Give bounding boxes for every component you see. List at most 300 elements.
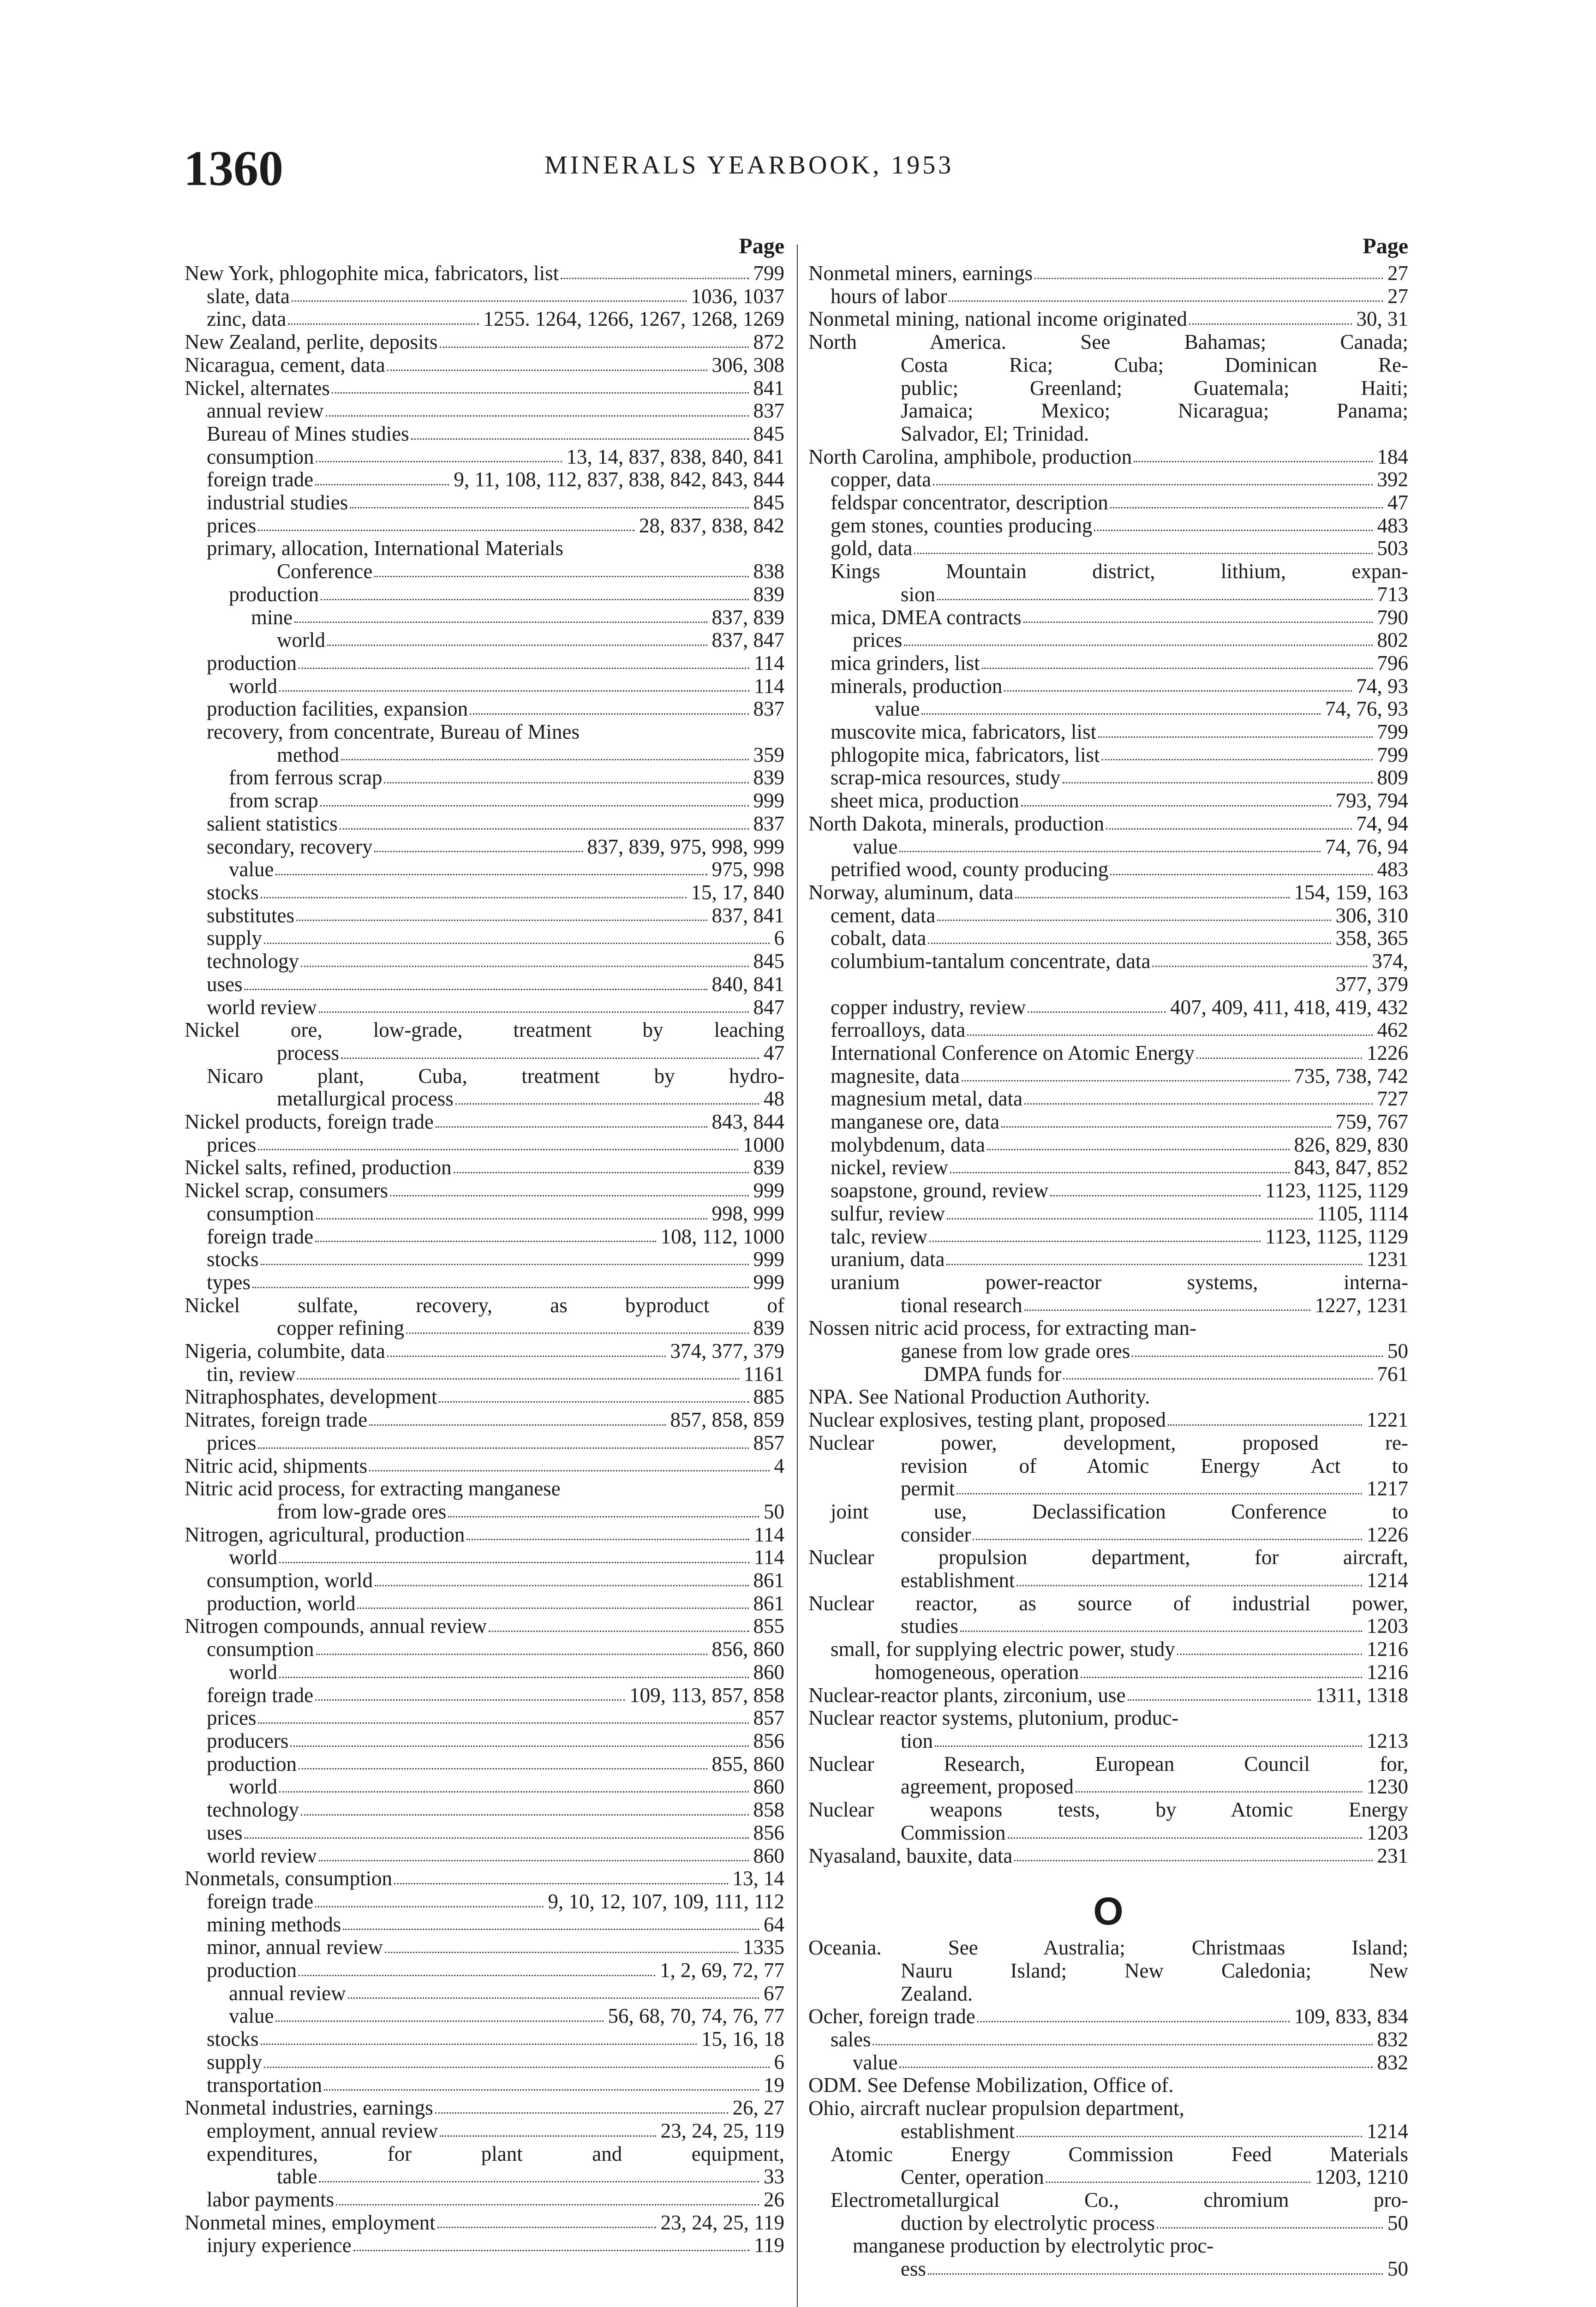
index-entry [185,400,784,423]
index-entry-term: value [229,2004,274,2028]
index-entry-term: foreign trade [207,1683,314,1707]
dot-leader [290,1745,748,1747]
index-entry-pages: 838 [753,560,784,583]
index-entry-term: labor payments [207,2188,335,2211]
index-entry [808,1065,1408,1088]
index-entry [185,652,784,675]
index-entry [185,789,784,813]
index-entry-pages: 306, 308 [711,353,784,377]
dot-leader [315,1906,543,1907]
index-entry [185,2188,784,2211]
index-entry-term: mica grinders, list [831,651,980,675]
dot-leader [1177,1654,1362,1655]
dot-leader [374,851,582,852]
index-entry-term: method [277,743,339,766]
index-entry [808,1615,1408,1638]
index-entry [185,1271,784,1294]
index-entry-term: stocks [207,2027,259,2051]
index-entry-pages: 713 [1377,582,1408,606]
index-entry-text: Electrometallurgical Co., chromium pro- [831,2188,1408,2211]
dot-leader [1106,828,1351,830]
index-entry-pages: 114 [754,1523,784,1546]
index-entry-term: world [277,628,325,652]
index-entry-text: Atomic Energy Commission Feed Materials [831,2142,1408,2166]
index-entry [185,2005,784,2028]
index-entry-term: gem stones, counties producing [831,514,1093,537]
index-entry-term: technology [207,950,299,973]
dot-leader [350,507,748,508]
dot-leader [1016,1585,1362,1586]
index-entry [185,1432,784,1455]
index-column-left [185,231,784,2257]
index-entry-text: Nauru Island; New Caledonia; New [901,1959,1408,1982]
index-entry [808,1088,1408,1111]
index-entry-term: prices [207,1706,257,1730]
index-entry-term: ferroalloys, data [831,1018,966,1042]
index-entry [808,1225,1408,1249]
column-divider [797,245,798,2307]
index-entry-term: world [229,1660,277,1684]
index-entry-pages: 872 [753,330,784,354]
index-entry-pages: 109, 113, 857, 858 [629,1683,784,1707]
dot-leader [1028,1011,1166,1013]
index-entry [185,629,784,652]
index-entry-term: tional research [901,1293,1022,1317]
index-entry [808,491,1408,514]
index-entry [185,2165,784,2188]
index-entry [185,813,784,836]
index-entry [808,789,1408,813]
index-entry-term: Nonmetal mining, national income originated [808,307,1188,331]
index-entry [185,1225,784,1249]
dot-leader [279,1677,749,1678]
index-entry [185,1248,784,1271]
index-entry-term: homogeneous, operation [875,1660,1079,1684]
index-entry-term: consumption [207,1638,314,1661]
index-entry-term: uses [207,972,243,996]
index-entry [808,2212,1408,2235]
index-entry-term: Nyasaland, bauxite, data [808,1844,1013,1867]
index-entry-term: from ferrous scrap [229,766,383,789]
index-entry-text: Nuclear Research, European Council for, [808,1752,1408,1775]
index-entry-pages: 114 [754,651,784,675]
index-entry-pages: 1311, 1318 [1315,1683,1408,1707]
index-entry-pages: 857 [753,1431,784,1454]
index-entry [808,1156,1408,1179]
index-entry-term: New York, phlogophite mica, fabricators, list [185,262,559,285]
index-entry-pages: 841 [753,376,784,400]
dot-leader [315,1241,656,1242]
dot-leader [279,1791,749,1793]
index-entry [185,927,784,950]
index-entry [808,836,1408,859]
index-entry-text: recovery, from concentrate, Bureau of Mines [207,720,580,744]
index-entry-pages: 9, 11, 108, 112, 837, 838, 842, 843, 844 [454,468,784,491]
index-entry-term: copper, data [831,468,932,491]
index-entry [185,744,784,767]
index-entry-term: nickel, review [831,1156,948,1179]
index-entry [185,2051,784,2074]
index-entry-pages: 33 [764,2165,784,2188]
index-entry-term: feldspar concentrator, description [831,491,1108,514]
dot-leader [962,1080,1290,1082]
index-entry-pages: 837, 841 [711,903,784,927]
index-entry [185,285,784,308]
index-entry-term: Nitrogen, agricultural, production [185,1523,465,1546]
dot-leader [1050,1195,1261,1196]
index-entry-term: hours of labor [831,284,947,308]
index-entry-pages: 845 [753,950,784,973]
index-entry-term: talc, review [831,1225,927,1248]
index-entry-pages: 856 [753,1729,784,1752]
index-entry-pages: 4 [774,1454,784,1477]
index-entry-term: world review [207,995,317,1019]
index-entry-pages: 1123, 1125, 1129 [1265,1179,1408,1202]
index-entry-pages: 1217 [1367,1477,1408,1500]
index-entry-term: North Dakota, minerals, production [808,812,1105,835]
index-entry [185,1982,784,2005]
index-entry-pages: 306, 310 [1335,903,1408,927]
index-entry-term: Nickel scrap, consumers [185,1179,389,1202]
index-entry-pages: 837, 847 [711,628,784,652]
dot-leader [301,1814,749,1816]
index-entry-term: injury experience [207,2234,352,2257]
index-entry [808,1730,1408,1753]
index-entry [808,2166,1408,2189]
index-entry-term: Nickel, alternates [185,376,330,400]
dot-leader [357,1608,748,1609]
index-entry-pages: 793, 794 [1335,789,1408,813]
index-entry-pages: 6 [774,926,784,950]
index-entry-pages: 74, 94 [1356,812,1408,835]
index-entry-term: stocks [207,1248,259,1271]
index-entry-term: annual review [229,1981,346,2005]
index-entry-term: copper refining [277,1316,405,1340]
index-entry-term: soapstone, ground, review [831,1179,1049,1202]
dot-leader [252,1287,749,1288]
index-entry-pages: 843, 847, 852 [1294,1156,1408,1179]
index-entry [185,1409,784,1432]
index-entry-pages: 885 [753,1385,784,1409]
index-entry [185,468,784,491]
index-entry-term: world [229,1775,277,1799]
index-entry-pages: 826, 829, 830 [1294,1133,1408,1156]
index-entry-pages: 735, 738, 742 [1294,1064,1408,1088]
dot-leader [440,347,749,348]
index-entry-pages: 1216 [1367,1638,1408,1661]
index-entry-term: muscovite mica, fabricators, list [831,720,1097,744]
index-entry-term: copper industry, review [831,995,1026,1019]
index-entry-term: Nitrogen compounds, annual review [185,1614,487,1638]
index-entry-pages: 759, 767 [1335,1110,1408,1134]
dot-leader [1132,1356,1383,1357]
index-entry-pages: 374, 377, 379 [670,1339,784,1363]
index-entry [808,1019,1408,1042]
index-entry [185,331,784,354]
index-entry-term: Ocher, foreign trade [808,2005,975,2028]
dot-leader [1076,1791,1362,1793]
index-entry [185,1592,784,1615]
dot-leader [448,1516,759,1518]
index-entry-pages: 1123, 1125, 1129 [1265,1225,1408,1248]
dot-leader [1021,805,1331,807]
dot-leader [454,1172,749,1173]
index-entry-term: from scrap [229,789,318,813]
index-entry-pages: 1226 [1367,1523,1408,1546]
dot-leader [348,1997,759,1999]
index-entry-text: Nicaro plant, Cuba, treatment by hydro- [207,1064,784,1088]
index-entry [808,1638,1408,1661]
index-entry-pages: 855, 860 [711,1752,784,1775]
index-entry-pages: 26, 27 [732,2096,784,2120]
index-entry-pages: 837, 839 [711,605,784,629]
index-column-right [808,231,1408,2281]
index-entry-pages: 483 [1377,858,1408,881]
dot-leader [977,2021,1290,2022]
dot-leader [315,1699,625,1701]
index-entry-term: Nuclear-reactor plants, zirconium, use [808,1683,1126,1707]
dot-leader [275,2020,603,2022]
index-entry-pages: 64 [764,1913,784,1936]
index-entry [808,1340,1408,1363]
index-entry-text: Kings Mountain district, lithium, expan- [831,560,1408,583]
index-entry [808,1524,1408,1547]
index-entry-pages: 23, 24, 25, 119 [660,2211,784,2234]
dot-leader [1102,759,1373,760]
index-entry-term: consumption [207,445,314,468]
index-entry-term: consider [901,1523,971,1546]
index-entry-pages: 843, 844 [711,1110,784,1134]
index-entry-pages: 837 [753,812,784,835]
index-entry [185,1042,784,1065]
index-entry-pages: 184 [1377,445,1408,468]
dot-leader [258,530,634,531]
index-entry-pages: 1335 [743,1936,784,1959]
index-entry-term: sion [901,582,936,606]
index-entry-term: petrified wood, county producing [831,858,1109,881]
index-entry [185,2097,784,2120]
index-entry-pages: 503 [1377,537,1408,560]
index-entry-text: Nuclear weapons tests, by Atomic Energy [808,1798,1408,1822]
index-entry-term: Bureau of Mines studies [207,422,409,445]
index-entry [808,308,1408,331]
index-entry-pages: 727 [1377,1087,1408,1111]
dot-leader [1024,1309,1310,1311]
index-entry [185,1179,784,1202]
index-entry-term: Center, operation [901,2165,1044,2189]
index-entry [185,858,784,881]
index-entry-term: Nitric acid, shipments [185,1454,368,1477]
index-entry-pages: 1105, 1114 [1317,1201,1408,1225]
index-entry-term: production, world [207,1591,356,1615]
index-entry-term: foreign trade [207,468,314,491]
dot-leader [470,713,748,715]
index-entry [185,675,784,698]
index-entry-term: North Carolina, amphibole, production [808,445,1132,468]
dot-leader [947,1218,1312,1219]
dot-leader [369,1470,769,1471]
index-entry-term: value [853,835,898,858]
dot-leader [899,2067,1372,2068]
dot-leader [921,713,1321,715]
dot-leader [332,392,749,394]
index-entry-term: studies [901,1614,959,1638]
index-entry-pages: 462 [1377,1018,1408,1042]
dot-leader [466,1539,749,1540]
dot-leader [987,1149,1290,1150]
index-entry-term: production [207,1959,297,1982]
index-entry [808,629,1408,652]
index-entry [185,1707,784,1730]
index-entry [808,1845,1408,1868]
index-entry-text: public; Greenland; Guatemala; Haiti; [901,376,1408,400]
index-entry-term: minerals, production [831,674,1003,698]
index-entry [808,1363,1408,1386]
index-entry [808,1042,1408,1065]
index-entry-text: Zealand. [901,1982,973,2005]
dot-leader [1128,1699,1311,1701]
dot-leader [899,851,1321,852]
index-entry-term: production facilities, expansion [207,697,468,721]
index-entry-pages: 799 [753,262,784,285]
index-entry-term: prices [853,628,903,652]
index-entry [185,1684,784,1707]
index-entry [185,262,784,285]
index-entry-pages: 358, 365 [1335,926,1408,950]
index-entry-text: Jamaica; Mexico; Nicaragua; Panama; [901,399,1408,423]
dot-leader [301,966,749,967]
index-entries-left [185,262,784,2257]
index-entry [808,2028,1408,2051]
index-entry-pages: 999 [753,789,784,813]
index-entry-term: foreign trade [207,1889,314,1913]
index-entry-term: annual review [207,399,324,423]
index-entry-term: process [277,1041,339,1064]
index-entry [185,2120,784,2143]
dot-leader [387,370,707,371]
dot-leader [949,300,1383,302]
index-entry [185,836,784,859]
dot-leader [279,690,749,692]
index-entry [185,1088,784,1111]
index-entry-pages: 74, 93 [1356,674,1408,698]
section-letter-heading: O [1093,1889,1124,1933]
dot-leader [261,2044,697,2045]
dot-leader [319,1860,749,1861]
index-entry [185,1867,784,1890]
index-entry [808,2005,1408,2028]
dot-leader [1016,2136,1362,2137]
index-entry-term: table [277,2165,317,2188]
index-entry-term: DMPA funds for [924,1362,1062,1386]
index-entry-term: from low-grade ores [277,1500,447,1523]
index-entry [808,2051,1408,2074]
dot-leader [406,1333,748,1334]
index-entry-pages: 15, 16, 18 [701,2027,784,2051]
dot-leader [288,323,478,325]
index-entry-pages: 1, 2, 69, 72, 77 [660,1959,784,1982]
index-entry-term: Nickel salts, refined, production [185,1156,452,1179]
dot-leader [258,1447,748,1449]
index-entry-term: cobalt, data [831,926,927,950]
index-entry-term: Nuclear explosives, testing plant, proposed [808,1408,1166,1432]
dot-leader [935,1745,1362,1747]
index-entry [185,1799,784,1822]
dot-leader [264,943,769,944]
index-entry-term: minor, annual review [207,1936,383,1959]
dot-leader [960,1631,1362,1632]
index-entry-pages: 855 [753,1614,784,1638]
index-entry-pages: 799 [1377,743,1408,766]
index-entry-term: ganese from low grade ores [901,1339,1130,1363]
index-entry-term: small, for supplying electric power, study [831,1638,1175,1661]
dot-leader [343,1929,759,1930]
index-entry [808,537,1408,560]
index-entry [808,583,1408,606]
index-entry-term: transportation [207,2073,322,2097]
dot-leader [928,943,1331,944]
dot-leader [929,1241,1261,1242]
index-entry [185,698,784,721]
index-entry-term: manganese ore, data [831,1110,1000,1134]
index-entry-pages: 1000 [743,1133,784,1156]
index-entry [808,996,1408,1019]
index-entry-pages: 50 [764,1500,784,1523]
index-entry [808,1775,1408,1799]
index-entry-pages: 839 [753,1156,784,1179]
index-entry [185,1845,784,1868]
dot-leader [1015,897,1289,898]
index-entry [185,1386,784,1409]
index-entry-pages: 359 [753,743,784,766]
index-entry-pages: 50 [1387,2211,1408,2235]
running-title: MINERALS YEARBOOK, 1953 [544,151,954,179]
index-entry-term: molybdenum, data [831,1133,985,1156]
index-entry-term: permit [901,1477,955,1500]
index-entry [185,950,784,973]
index-entry-pages: 861 [753,1569,784,1592]
index-entry-term: producers [207,1729,289,1752]
index-entry [808,904,1408,927]
index-entry-pages: 114 [754,674,784,698]
dot-leader [341,1058,759,1059]
index-entry [185,1913,784,1936]
index-entry [185,491,784,514]
index-entry-pages: 860 [753,1775,784,1799]
index-entry-pages: 860 [753,1660,784,1684]
dot-leader [1014,1860,1372,1861]
dot-leader [319,2181,759,2182]
index-entry-term: supply [207,2050,263,2074]
dot-leader [982,668,1373,669]
index-entry-text: Nuclear power, development, proposed re- [808,1431,1408,1454]
index-entry-pages: 845 [753,491,784,514]
index-entries-right [808,262,1408,2281]
index-entry-term: scrap-mica resources, study [831,766,1061,789]
index-entry-pages: 26 [764,2188,784,2211]
dot-leader [455,1103,759,1105]
dot-leader [316,461,562,462]
dot-leader [436,1126,707,1128]
dot-leader [946,1264,1362,1265]
dot-leader [261,897,687,898]
index-entry-pages: 109, 833, 834 [1294,2005,1408,2028]
dot-leader [340,828,749,830]
index-entry [808,950,1408,973]
index-entry-pages: 832 [1377,2050,1408,2074]
index-entry-term: zinc, data [207,307,287,331]
index-entry-term: Nonmetal industries, earnings [185,2096,433,2120]
